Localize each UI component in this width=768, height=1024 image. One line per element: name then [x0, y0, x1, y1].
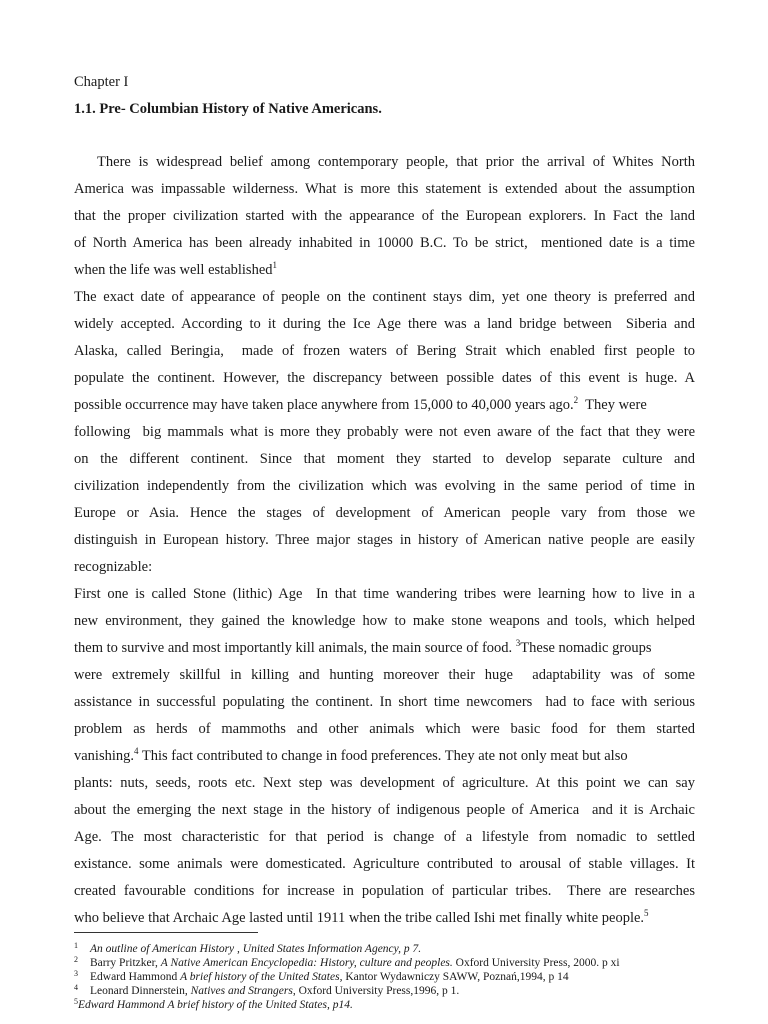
- chapter-label: Chapter I: [74, 74, 129, 90]
- footnote-separator: [74, 932, 258, 933]
- body-line: possible occurrence may have taken place anywhere from 15,000 to 40,000 years ago.$^2$ They were: [74, 395, 647, 413]
- body-line: recognizable:: [74, 559, 153, 575]
- footnote-1: 1 An outline of American History , United States Information Agency, p 7.: [74, 941, 422, 955]
- body-line: of North America has been already inhabited in 10000 B.C. To be strict, mentioned date is a time: [74, 235, 695, 251]
- footnote-ref: 5: [644, 908, 649, 918]
- body-line: Alaska, called Beringia, made of frozen waters of Bering Strait which enabled first people to: [74, 343, 695, 359]
- body-line: plants: nuts, seeds, roots etc. Next step was development of agriculture. At this point we can say: [74, 775, 695, 791]
- body-line: America was impassable wilderness. What is more this statement is extended about the assumption: [74, 181, 695, 197]
- footnote-ref: 3: [515, 638, 521, 648]
- body-line: problem as herds of mammoths and other animals which were basic food for them started: [74, 721, 695, 737]
- body-line: Europe or Asia. Hence the stages of development of American people vary from those we: [74, 505, 695, 521]
- body-line: assistance in successful populating the continent. In short time newcomers had to face with serious: [74, 694, 695, 710]
- body-line: were extremely skillful in killing and hunting moreover their huge adaptability was of some: [74, 667, 695, 683]
- body-line: that the proper civilization started with the appearance of the European explorers. In Fact the land: [74, 208, 695, 224]
- footnote-2: 2 Barry Pritzker, A Native American Encyclopedia: History, culture and peoples. Oxford University Press, 2000. p xi: [74, 955, 620, 969]
- footnote-ref: 2: [573, 395, 579, 405]
- body-line: new environment, they gained the knowledge how to make stone weapons and tools, which helped: [74, 613, 695, 629]
- body-line: following big mammals what is more they probably were not even aware of the fact that they were: [74, 424, 695, 440]
- body-line: created favourable conditions for increase in population of particular tribes. There are researches: [74, 883, 695, 899]
- body-line: when the life was well established$^1$: [74, 260, 278, 278]
- body-line: vanishing.$^4$ This fact contributed to change in food preferences. They ate not only meat but also: [74, 746, 628, 764]
- body-text: [74, 152, 695, 935]
- body-line: widely accepted. According to it during the Ice Age there was a land bridge between Siberia and: [74, 316, 695, 332]
- footnote-ref: 4: [134, 746, 139, 756]
- body-line: about the emerging the next stage in the history of indigenous people of America and it is Archaic: [74, 802, 695, 818]
- footnote-5: 5Edward Hammond A brief history of the United States, p14.: [74, 997, 353, 1011]
- body-line: distinguish in European history. Three major stages in history of American native people are easily: [74, 532, 695, 548]
- body-line: on the different continent. Since that moment they started to develop separate culture and: [74, 451, 695, 467]
- footnote-ref: 1: [272, 260, 278, 270]
- footnote-3: 3 Edward Hammond A brief history of the United States, Kantor Wydawniczy SAWW, Poznań,1994, p 14: [74, 969, 569, 983]
- body-line: The exact date of appearance of people on the continent stays dim, yet one theory is preferred and: [74, 289, 695, 305]
- body-line: them to survive and most importantly kill animals, the main source of food. $^3$These nomadic groups: [74, 638, 652, 656]
- body-line: First one is called Stone (lithic) Age In that time wandering tribes were learning how to live in a: [74, 586, 695, 602]
- body-line: existance. some animals were domesticated. Agriculture contributed to arousal of stable villages. It: [74, 856, 695, 872]
- footnote-4: 4 Leonard Dinnerstein, Natives and Strangers, Oxford University Press,1996, p 1.: [74, 983, 460, 997]
- section-heading: 1.1. Pre- Columbian History of Native Americans.: [74, 101, 382, 117]
- body-line: Age. The most characteristic for that period is change of a lifestyle from nomadic to settled: [74, 829, 695, 845]
- body-line: who believe that Archaic Age lasted until 1911 when the tribe called Ishi met finally white people.$^5$: [74, 908, 649, 926]
- body-line: civilization independently from the civilization which was evolving in the same period of time in: [74, 478, 695, 494]
- body-line: populate the continent. However, the discrepancy between possible dates of this event is huge. A: [74, 370, 695, 386]
- body-line: There is widespread belief among contemporary people, that prior the arrival of Whites North: [74, 154, 695, 170]
